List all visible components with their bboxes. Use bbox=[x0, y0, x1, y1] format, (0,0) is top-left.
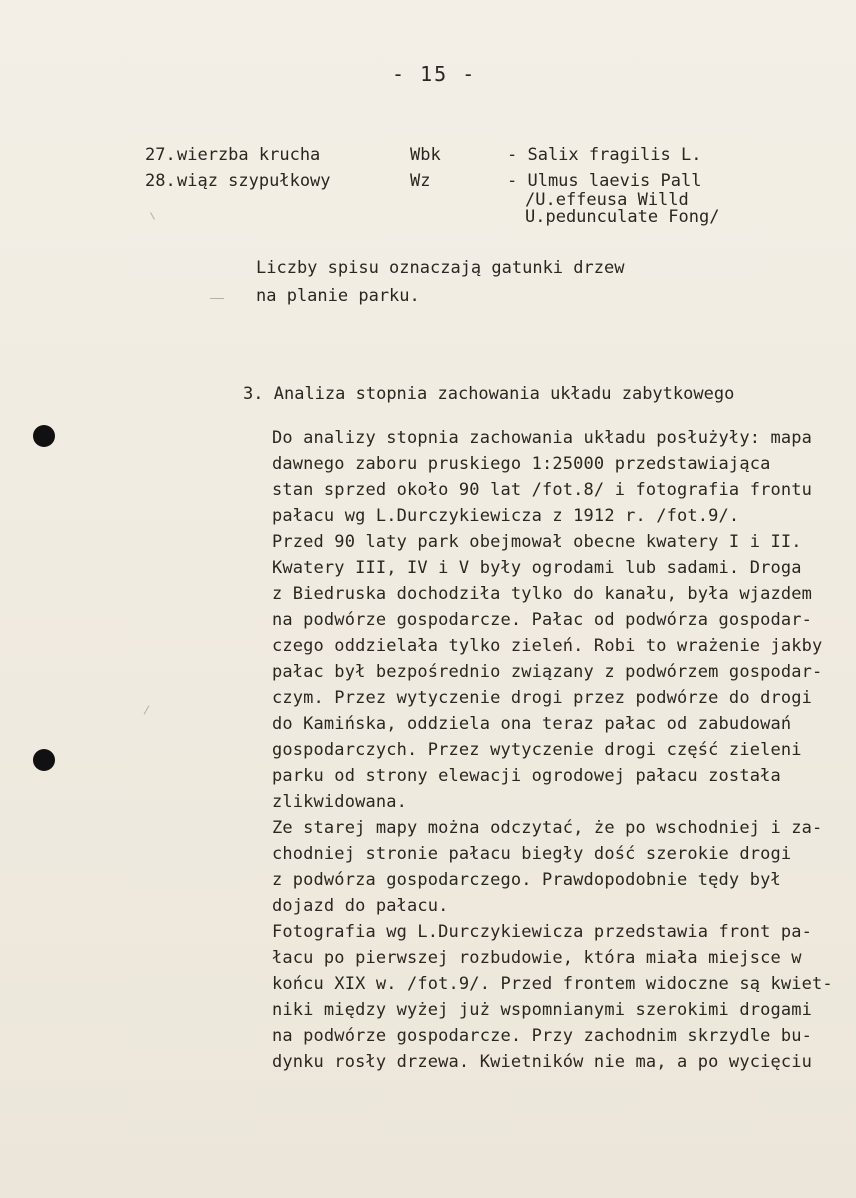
body-text-line: zlikwidowana. bbox=[272, 792, 408, 812]
species-row-27 bbox=[145, 145, 745, 167]
body-text-line: z podwórza gospodarczego. Prawdopodobnie tędy był bbox=[272, 870, 781, 890]
latin-synonym-line: U.pedunculate Fong/ bbox=[525, 207, 720, 227]
note-line: na planie parku. bbox=[256, 286, 420, 306]
body-text-line: do Kamińska, oddziela ona teraz pałac od zabudowań bbox=[272, 714, 792, 734]
paper-speck bbox=[150, 212, 155, 219]
punch-hole bbox=[33, 749, 55, 771]
note-line: Liczby spisu oznaczają gatunki drzew bbox=[256, 258, 625, 278]
body-text-line: z Biedruska dochodziła tylko do kanału, była wjazdem bbox=[272, 584, 813, 604]
body-text-line: parku od strony elewacji ogrodowej pałacu została bbox=[272, 766, 781, 786]
latin-synonym-line: /U.effeusa Willd bbox=[525, 190, 689, 210]
species-polish-name: wierzba krucha bbox=[177, 145, 321, 165]
body-text-line: Przed 90 laty park obejmował obecne kwatery I i II. bbox=[272, 532, 802, 552]
body-text-line: czym. Przez wytyczenie drogi przez podwórze do drogi bbox=[272, 688, 813, 708]
body-text-line: stan sprzed około 90 lat /fot.8/ i fotografia frontu bbox=[272, 480, 813, 500]
body-text-line: chodniej stronie pałacu biegły dość szerokie drogi bbox=[272, 844, 792, 864]
body-text-line: dynku rosły drzewa. Kwietników nie ma, a po wycięciu bbox=[272, 1052, 813, 1072]
punch-hole bbox=[33, 425, 55, 447]
section-number: 3. bbox=[243, 384, 264, 404]
body-text-line: niki między wyżej już wspomnianymi szerokimi drogami bbox=[272, 1000, 813, 1020]
body-text-line: końcu XIX w. /fot.9/. Przed frontem widoczne są kwiet- bbox=[272, 974, 833, 994]
section-title: Analiza stopnia zachowania układu zabytkowego bbox=[273, 384, 735, 404]
body-text-line: Ze starej mapy można odczytać, że po wschodniej i za- bbox=[272, 818, 823, 838]
species-number: 27. bbox=[145, 145, 176, 165]
species-abbreviation: Wz bbox=[410, 171, 431, 191]
body-text-line: czego oddzielała tylko zieleń. Robi to wrażenie jakby bbox=[272, 636, 823, 656]
paper-speck bbox=[144, 705, 150, 714]
species-latin-name: - Salix fragilis L. bbox=[507, 145, 702, 165]
body-text-line: dawnego zaboru pruskiego 1:25000 przedstawiająca bbox=[272, 454, 771, 474]
body-text-line: dojazd do pałacu. bbox=[272, 896, 449, 916]
body-text-line: na podwórze gospodarcze. Pałac od podwórza gospodar- bbox=[272, 610, 813, 630]
body-text-line: na podwórze gospodarcze. Przy zachodnim skrzydle bu- bbox=[272, 1026, 813, 1046]
species-abbreviation: Wbk bbox=[410, 145, 441, 165]
body-text-line: pałacu wg L.Durczykiewicza z 1912 r. /fot.9/. bbox=[272, 506, 740, 526]
body-text-line: Do analizy stopnia zachowania układu posłużyły: mapa bbox=[272, 428, 813, 448]
page-number: - 15 - bbox=[392, 62, 477, 86]
body-text-line: gospodarczych. Przez wytyczenie drogi część zieleni bbox=[272, 740, 802, 760]
species-latin-name: - Ulmus laevis Pall bbox=[507, 171, 702, 191]
species-polish-name: wiąz szypułkowy bbox=[177, 171, 331, 191]
paper-speck bbox=[210, 298, 224, 299]
body-text-line: Kwatery III, IV i V były ogrodami lub sadami. Droga bbox=[272, 558, 802, 578]
species-number: 28. bbox=[145, 171, 176, 191]
body-text-line: Fotografia wg L.Durczykiewicza przedstawia front pa- bbox=[272, 922, 813, 942]
body-text-line: łacu po pierwszej rozbudowie, która miała miejsce w bbox=[272, 948, 802, 968]
body-text-line: pałac był bezpośrednio związany z podwórzem gospodar- bbox=[272, 662, 823, 682]
section-heading bbox=[243, 384, 734, 404]
